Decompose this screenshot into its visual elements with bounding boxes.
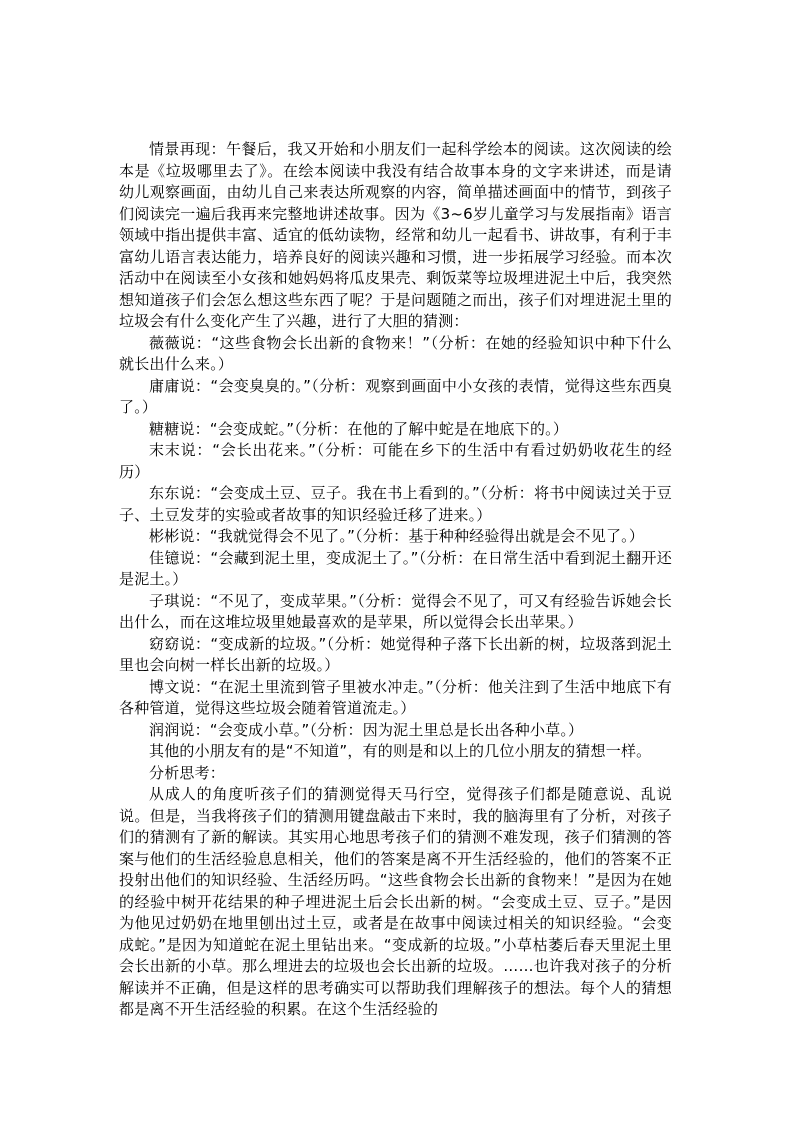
paragraph-runrun: 润润说：“会变成小草。”（分析：因为泥土里总是长出各种小草。） — [149, 720, 584, 739]
paragraph-yaoyao: 窈窈说：“变成新的垃圾。”（分析：她觉得种子落下长出新的树，垃圾落到泥土里也会向树一样长出新的垃圾。） — [119, 634, 672, 674]
paragraph-dongdong: 东东说：“会变成土豆、豆子。我在书上看到的。”（分析：将书中阅读过关于豆子、土豆发芽的实验或者故事的知识经验迁移了进来。） — [119, 484, 672, 524]
paragraph-binbin: 彬彬说：“我就觉得会不见了。”（分析：基于种种经验得出就是会不见了。） — [149, 527, 645, 545]
paragraph-yongyong: 庸庸说：“会变臭臭的。”（分析：观察到画面中小女孩的表情，觉得这些东西臭了。） — [119, 376, 672, 416]
paragraph-others: 其他的小朋友有的是“不知道”，有的则是和以上的几位小朋友的猜想一样。 — [149, 742, 652, 760]
document-page — [119, 139, 672, 1021]
section-heading-analysis: 分析思考： — [149, 763, 226, 782]
paragraph-jiayi: 佳镱说：“会藏到泥土里，变成泥土了。”（分析：在日常生活中看到泥土翻开还是泥土。） — [119, 548, 672, 588]
paragraph-tangtang: 糖糖说：“会变成蛇。”（分析：在他的了解中蛇是在地底下的。） — [149, 419, 569, 438]
paragraph-analysis: 从成人的角度听孩子们的猜测觉得天马行空，觉得孩子们都是随意说、乱说说。但是，当我将孩子们的猜测用键盘敲击下来时，我的脑海里有了分析，对孩子们的猜测有了新的解读。其实用心地思考孩子们的猜测不难发现，孩子们猜测的答案与他们的生活经验息息相关，他们的答案是离不开生活经验的，他们的答案不正投射出他们的知识经验、生活经历吗。“这些食物会长出新的食物来！”是因为在她的经验中树开花结果的种子埋进泥土后会长出新的树。“会变成土豆、豆子。”是因为他见过奶奶在地里刨出过土豆，或者是在故事中阅读过相关的知识经验。“会变成蛇。”是因为知道蛇在泥土里钻出来。“变成新的垃圾。”小草枯萎后春天里泥土里会长出新的小草。那么埋进去的垃圾也会长出新的垃圾。……也许我对孩子的分析解读并不正确，但是这样的思考确实可以帮助我们理解孩子的想法。每个人的猜想都是离不开生活经验的积累。在这个生活经验的 — [119, 785, 672, 1018]
paragraph-weiwei: 薇薇说：“这些食物会长出新的食物来！”（分析：在她的经验知识中种下什么就长出什么来。） — [119, 333, 672, 373]
paragraph-bowen: 博文说：“在泥土里流到管子里被水冲走。”（分析：他关注到了生活中地底下有各种管道，觉得这些垃圾会随着管道流走。） — [119, 677, 672, 717]
paragraph-scenario: 情景再现：午餐后，我又开始和小朋友们一起科学绘本的阅读。这次阅读的绘本是《垃圾哪里去了》。在绘本阅读中我没有结合故事本身的文字来讲述，而是请幼儿观察画面，由幼儿自己来表达所观察的内容，简单描述画面中的情节，到孩子们阅读完一遍后我再来完整地讲述故事。因为《3~6岁儿童学习与发展指南》语言领域中指出提供丰富、适宜的低幼读物，经常和幼儿一起看书、讲故事，有利于丰富幼儿语言表达能力，培养良好的阅读兴趣和习惯，进一步拓展学习经验。而本次活动中在阅读至小女孩和她妈妈将瓜皮果壳、剩饭菜等垃圾埋进泥土中后，我突然想知道孩子们会怎么想这些东西了呢？于是问题随之而出，孩子们对埋进泥土里的垃圾会有什么变化产生了兴趣，进行了大胆的猜测： — [119, 140, 672, 330]
paragraph-momo: 末末说：“会长出花来。”（分析：可能在乡下的生活中有看过奶奶收花生的经历） — [119, 441, 672, 481]
paragraph-ziqi: 子琪说：“不见了，变成苹果。”（分析：觉得会不见了，可又有经验告诉她会长出什么，而在这堆垃圾里她最喜欢的是苹果，所以觉得会长出苹果。） — [119, 591, 672, 631]
